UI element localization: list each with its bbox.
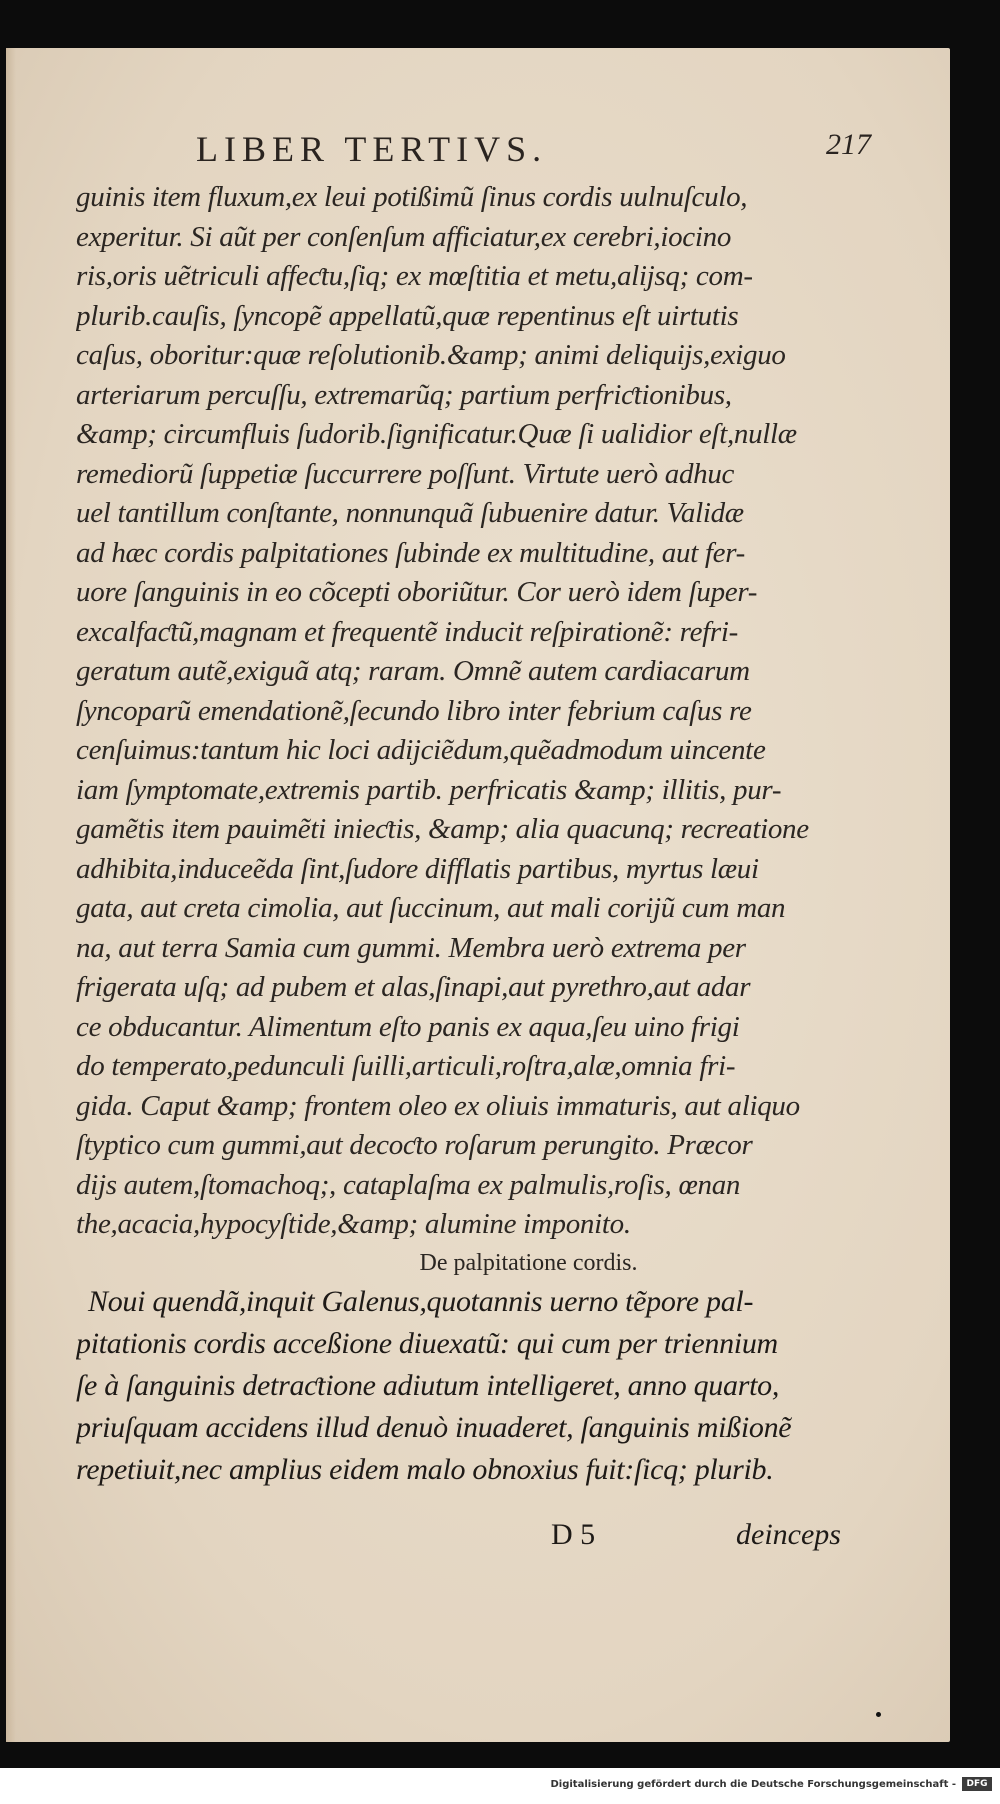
text-line: Noui quendã,inquit Galenus,quotannis uerno tẽpore pal- bbox=[88, 1284, 754, 1318]
catchword: deinceps bbox=[736, 1518, 841, 1551]
text-line: excalfaƈtũ,magnam et frequentẽ inducit reſpirationẽ: refri- bbox=[76, 615, 739, 648]
paragraph-main bbox=[76, 178, 891, 1245]
signature-mark: D 5 bbox=[551, 1518, 596, 1551]
digitization-credit-bar bbox=[0, 1768, 1000, 1804]
text-line: adhibita,induceẽda ſint,ſudore difflatis partibus, myrtus læui bbox=[76, 852, 759, 885]
book-page bbox=[6, 48, 950, 1742]
text-line: geratum autẽ,exiguã atq; raram. Omnẽ autem cardiacarum bbox=[76, 655, 750, 687]
page-number: 217 bbox=[826, 128, 871, 161]
text-line: experitur. Si aũt per conſenſum afficiatur,ex cerebri,iocino bbox=[76, 220, 732, 253]
text-line: the,acacia,hypocyſtide,&amp; alumine imponito. bbox=[76, 1208, 631, 1240]
text-line: ſyncoparũ emendationẽ,ſecundo libro inter febrium caſus re bbox=[76, 694, 752, 727]
text-line: na, aut terra Samia cum gummi. Membra uerò extrema per bbox=[76, 931, 746, 964]
text-line: gamẽtis item pauimẽti inieƈtis, &amp; alia quacunq; recreatione bbox=[76, 813, 809, 845]
text-line: pitationis cordis acceßione diuexatũ: qui cum per triennium bbox=[76, 1326, 778, 1360]
text-line: gida. Caput &amp; frontem oleo ex oliuis immaturis, aut aliquo bbox=[76, 1089, 800, 1122]
text-line: guinis item fluxum,ex leui potißimũ ſinus cordis uulnuſculo, bbox=[76, 181, 748, 213]
text-line: plurib.cauſis, ſyncopẽ appellatũ,quæ repentinus eſt uirtutis bbox=[76, 299, 739, 332]
running-head: LIBER TERTIVS. bbox=[196, 129, 548, 169]
text-line: cenſuimus:tantum hic loci adijciẽdum,quẽadmodum uincente bbox=[76, 734, 766, 766]
text-line: dijs autem,ſtomachoq;, cataplaſma ex palmulis,roſis, œnan bbox=[76, 1168, 741, 1201]
text-line: gata, aut creta cimolia, aut ſuccinum, aut mali corijũ cum man bbox=[76, 892, 786, 924]
text-line: frigerata uſq; ad pubem et alas,ſinapi,aut pyrethro,aut adar bbox=[76, 971, 751, 1003]
page-edge bbox=[6, 48, 16, 1742]
body-text bbox=[76, 178, 891, 1491]
text-line: do temperato,pedunculi ſuilli,articuli,roſtra,alæ,omnia fri- bbox=[76, 1050, 736, 1082]
text-line: priuſquam accidens illud denuò inuaderet, ſanguinis mißionẽ bbox=[76, 1410, 792, 1444]
section-heading: De palpitatione cordis. bbox=[419, 1249, 638, 1276]
text-line: ris,oris uẽtriculi affeƈtu,ſiq; ex mœſtitia et metu,alijsq; com- bbox=[76, 260, 753, 292]
dfg-logo-icon: DFG bbox=[962, 1777, 992, 1791]
credit-text: Digitalisierung gefördert durch die Deutsche Forschungsgemeinschaft - bbox=[550, 1779, 956, 1790]
paragraph-palpitation bbox=[76, 1281, 891, 1491]
text-line: iam ſymptomate,extremis partib. perfricatis &amp; illitis, pur- bbox=[76, 773, 782, 806]
text-line: ſtyptico cum gummi,aut decoƈto roſarum perungito. Præcor bbox=[76, 1129, 753, 1161]
text-line: remediorũ ſuppetiæ ſuccurrere poſſunt. Virtute uerò adhuc bbox=[76, 457, 735, 490]
text-line: repetiuit,nec amplius eidem malo obnoxius fuit:ſicq; plurib. bbox=[76, 1452, 774, 1486]
text-line: uore ſanguinis in eo cõcepti oboriũtur. Cor uerò idem ſuper- bbox=[76, 576, 758, 608]
text-line: ce obducantur. Alimentum eſto panis ex aqua,ſeu uino frigi bbox=[76, 1010, 740, 1043]
text-line: ad hæc cordis palpitationes ſubinde ex multitudine, aut fer- bbox=[76, 536, 746, 569]
text-line: arteriarum percuſſu, extremarũq; partium perfriƈtionibus, bbox=[76, 378, 732, 411]
page-footer bbox=[6, 1518, 950, 1568]
text-line: caſus, oboritur:quæ reſolutionib.&amp; animi deliquijs,exiguo bbox=[76, 339, 786, 371]
text-line: ſe à ſanguinis detraƈtione adiutum intelligeret, anno quarto, bbox=[76, 1368, 780, 1402]
text-line: uel tantillum conſtante, nonnunquã ſubuenire datur. Validæ bbox=[76, 497, 744, 529]
ink-speck bbox=[876, 1712, 881, 1717]
text-line: &amp; circumfluis ſudorib.ſignificatur.Quæ ſi ualidior eſt,nullæ bbox=[76, 418, 797, 450]
